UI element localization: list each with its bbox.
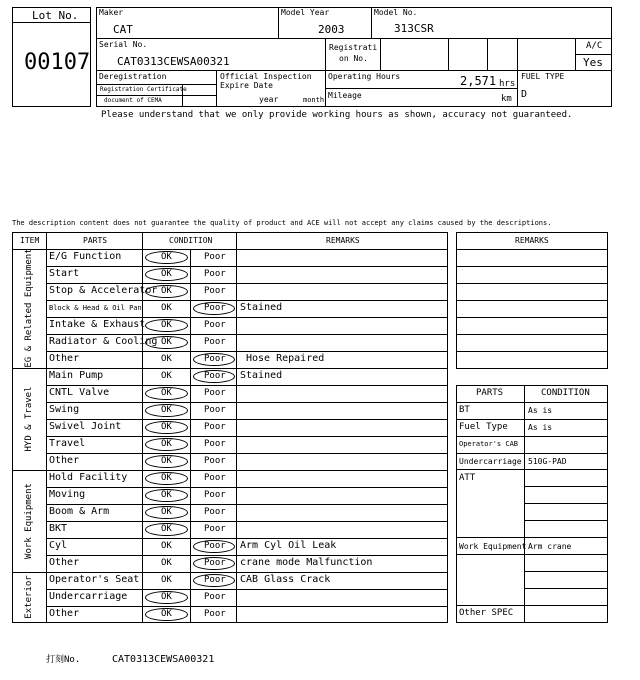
ok-option: OK	[161, 575, 172, 585]
poor-option: Poor	[204, 303, 226, 313]
row-divider	[46, 334, 448, 335]
registration-no-label-2: on No.	[339, 54, 368, 63]
part-name: Cyl	[49, 540, 68, 551]
undercarriage-part-label: Undercarriage	[459, 457, 522, 466]
poor-option: Poor	[204, 456, 226, 466]
poor-option: Poor	[204, 354, 226, 364]
poor-option: Poor	[204, 286, 226, 296]
ok-selected-circle	[145, 404, 188, 417]
ok-option: OK	[161, 592, 172, 602]
poor-selected-circle	[193, 370, 235, 383]
poor-selected-circle	[193, 353, 235, 366]
row-divider	[46, 351, 448, 352]
row-divider	[46, 504, 448, 505]
row-divider	[46, 487, 448, 488]
ok-option: OK	[161, 473, 172, 483]
registration-no-label: Registrati	[329, 43, 378, 52]
bt-value: As is	[528, 406, 553, 415]
poor-option: Poor	[204, 575, 226, 585]
group-hyd-travel: HYD & Travel	[24, 386, 34, 452]
ok-option: OK	[161, 320, 172, 330]
row-divider	[46, 283, 448, 284]
ok-selected-circle	[145, 285, 188, 298]
maker-label: Maker	[99, 8, 124, 17]
ok-option: OK	[161, 371, 172, 381]
part-name: Radiator & Cooling	[49, 336, 158, 347]
ok-option: OK	[161, 456, 172, 466]
description-disclaimer: The description content does not guarantee the quality of product and ACE will not accept any claims caused by the descriptions.	[12, 219, 552, 227]
att-label: ATT	[459, 473, 476, 483]
row-divider	[46, 521, 448, 522]
item-header: ITEM	[20, 236, 40, 245]
expire-date-label: Expire Date	[220, 81, 273, 90]
poor-option: Poor	[204, 320, 226, 330]
ac-value: Yes	[583, 56, 603, 69]
other-spec-label: Other SPEC	[459, 608, 514, 618]
ok-option: OK	[161, 405, 172, 415]
poor-option: Poor	[204, 269, 226, 279]
poor-option: Poor	[204, 439, 226, 449]
row-divider	[46, 300, 448, 301]
row-divider	[46, 453, 448, 454]
model-year-label: Model Year	[281, 8, 330, 17]
month-label: month	[303, 96, 325, 104]
fuel-type-part-label: Fuel Type	[459, 422, 508, 432]
document-of-cema-label: document of CEMA	[104, 97, 162, 104]
part-name: Operator's Seat	[49, 574, 140, 585]
stamp-no-label: 打刻No.	[46, 655, 81, 665]
poor-option: Poor	[204, 490, 226, 500]
ok-selected-circle	[145, 506, 188, 519]
group-exterior: Exterior	[24, 575, 34, 619]
row-divider	[46, 419, 448, 420]
poor-option: Poor	[204, 592, 226, 602]
poor-option: Poor	[204, 371, 226, 381]
poor-selected-circle	[193, 557, 235, 570]
ok-selected-circle	[145, 268, 188, 281]
fuel-type-value: D	[521, 89, 528, 100]
undercarriage-part-value: 510G-PAD	[528, 457, 567, 466]
fuel-type-label: FUEL TYPE	[521, 72, 565, 81]
ok-selected-circle	[145, 608, 188, 621]
part-name: BKT	[49, 523, 68, 534]
poor-option: Poor	[204, 507, 226, 517]
right-condition-header: CONDITION	[541, 388, 590, 398]
registration-certificate-label: Registration Certificate	[100, 86, 187, 93]
ok-option: OK	[161, 490, 172, 500]
km-label: km	[501, 94, 512, 104]
part-name: Block & Head & Oil Pan	[49, 304, 142, 312]
ok-selected-circle	[145, 489, 188, 502]
operating-hours-value: 2,571	[460, 74, 497, 88]
lot-no-label: Lot No.	[32, 9, 79, 22]
bt-label: BT	[459, 405, 470, 415]
poor-option: Poor	[204, 558, 226, 568]
model-no-value: 313CSR	[394, 22, 434, 35]
ok-option: OK	[161, 541, 172, 551]
row-divider	[46, 606, 448, 607]
poor-option: Poor	[204, 337, 226, 347]
row-divider	[46, 436, 448, 437]
group-eg-related-equipment: EG & Related Equipment	[24, 248, 34, 368]
parts-header: PARTS	[83, 236, 108, 245]
row-divider	[46, 317, 448, 318]
ok-option: OK	[161, 286, 172, 296]
part-name: Swing	[49, 404, 80, 415]
ok-option: OK	[161, 354, 172, 364]
part-name: E/G Function	[49, 251, 122, 262]
ok-option: OK	[161, 609, 172, 619]
poor-option: Poor	[204, 541, 226, 551]
stamp-no-value: CAT0313CEWSA00321	[112, 654, 215, 665]
part-name: Start	[49, 268, 80, 279]
group-work-equipment: Work Equipment	[24, 483, 34, 559]
ok-option: OK	[161, 422, 172, 432]
part-name: Intake & Exhaust	[49, 319, 146, 330]
ok-selected-circle	[145, 591, 188, 604]
ok-option: OK	[161, 337, 172, 347]
part-name: CNTL Valve	[49, 387, 110, 398]
poor-option: Poor	[204, 473, 226, 483]
remark-text: crane mode Malfunction	[240, 557, 373, 568]
mileage-label: Mileage	[328, 91, 362, 100]
part-name: Other	[49, 353, 80, 364]
row-divider	[46, 555, 448, 556]
hours-accuracy-notice: Please understand that we only provide working hours as shown, accuracy not guaranteed.	[101, 110, 573, 120]
maker-value: CAT	[113, 23, 133, 36]
work-equipment-part-value: Arm crane	[528, 542, 572, 551]
model-year-value: 2003	[318, 23, 345, 36]
row-divider	[46, 266, 448, 267]
row-divider	[46, 402, 448, 403]
poor-selected-circle	[193, 540, 235, 553]
remark-text: CAB Glass Crack	[240, 574, 331, 585]
official-inspection-label: Official Inspection	[220, 72, 312, 81]
ok-option: OK	[161, 252, 172, 262]
poor-option: Poor	[204, 388, 226, 398]
ok-option: OK	[161, 507, 172, 517]
serial-no-label: Serial No.	[99, 40, 148, 49]
poor-selected-circle	[193, 302, 235, 315]
lot-number: 00107	[24, 50, 91, 75]
ok-option: OK	[161, 524, 172, 534]
ok-option: OK	[161, 439, 172, 449]
remark-text: Stained	[240, 370, 283, 381]
part-name: Travel	[49, 438, 86, 449]
part-name: Other	[49, 455, 80, 466]
part-name: Hold Facility	[49, 472, 128, 483]
hrs-label: hrs	[499, 79, 516, 89]
model-no-label: Model No.	[374, 8, 418, 17]
ok-selected-circle	[145, 336, 188, 349]
remark-text: Stained	[240, 302, 283, 313]
part-name: Undercarriage	[49, 591, 128, 602]
remarks-header: REMARKS	[326, 236, 360, 245]
fuel-type-part-value: As is	[528, 423, 553, 432]
part-name: Main Pump	[49, 370, 104, 381]
ok-selected-circle	[145, 472, 188, 485]
work-equipment-part-label: Work Equipment	[459, 542, 527, 551]
part-name: Other	[49, 557, 80, 568]
ok-selected-circle	[145, 523, 188, 536]
condition-header: CONDITION	[169, 236, 213, 245]
row-divider	[46, 385, 448, 386]
poor-option: Poor	[204, 405, 226, 415]
deregistration-label: Deregistration	[99, 72, 167, 81]
poor-option: Poor	[204, 609, 226, 619]
operating-hours-label: Operating Hours	[328, 72, 401, 81]
right-parts-header: PARTS	[476, 388, 504, 398]
part-name: Stop & Accelerator	[49, 285, 158, 296]
poor-selected-circle	[193, 574, 235, 587]
part-name: Swivel Joint	[49, 421, 122, 432]
operators-cab-label: Operator's CAB	[459, 440, 519, 448]
part-name: Boom & Arm	[49, 506, 110, 517]
poor-option: Poor	[204, 524, 226, 534]
row-divider	[46, 538, 448, 539]
poor-option: Poor	[204, 422, 226, 432]
remark-text: Hose Repaired	[246, 353, 325, 364]
ok-option: OK	[161, 303, 172, 313]
ac-label: A/C	[586, 41, 603, 51]
ok-option: OK	[161, 388, 172, 398]
ok-selected-circle	[145, 421, 188, 434]
part-name: Moving	[49, 489, 86, 500]
year-label: year	[259, 95, 279, 104]
row-divider	[46, 589, 448, 590]
ok-selected-circle	[145, 251, 188, 264]
remark-text: Arm Cyl Oil Leak	[240, 540, 337, 551]
serial-no-value: CAT0313CEWSA00321	[117, 55, 230, 68]
ok-selected-circle	[145, 319, 188, 332]
poor-option: Poor	[204, 252, 226, 262]
ok-selected-circle	[145, 387, 188, 400]
ok-option: OK	[161, 269, 172, 279]
ok-selected-circle	[145, 455, 188, 468]
ok-option: OK	[161, 558, 172, 568]
right-remarks-header: REMARKS	[515, 236, 549, 245]
part-name: Other	[49, 608, 80, 619]
ok-selected-circle	[145, 438, 188, 451]
